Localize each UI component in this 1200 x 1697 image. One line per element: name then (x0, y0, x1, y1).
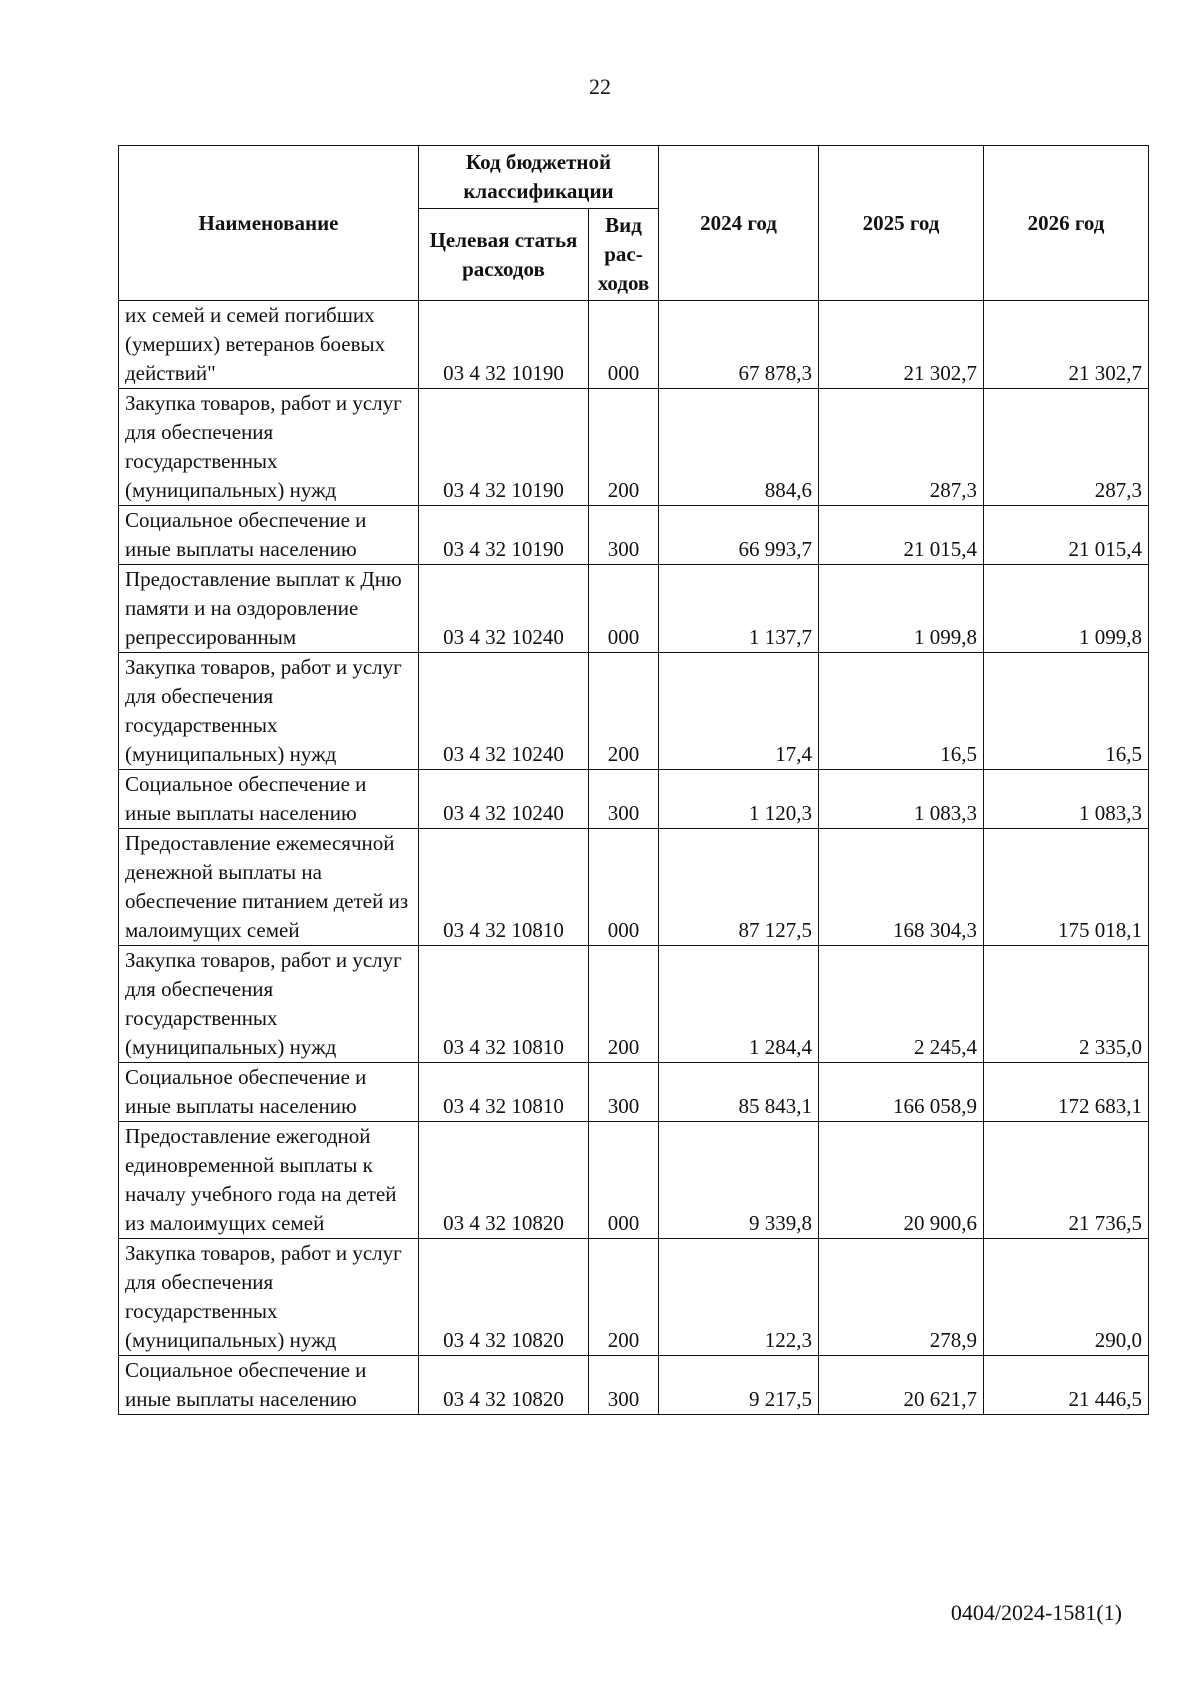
table-row (119, 1356, 1149, 1415)
row-kind: 000 (589, 1122, 659, 1239)
row-value-2026: 21 446,5 (984, 1356, 1149, 1415)
row-kind: 200 (589, 1239, 659, 1356)
row-value-2026: 290,0 (984, 1239, 1149, 1356)
row-name: Социальное обеспечение и иные выплаты населению (119, 1356, 419, 1415)
row-value-2024: 66 993,7 (659, 506, 819, 565)
row-kind: 200 (589, 389, 659, 506)
row-name: Предоставление ежемесячной денежной выплаты на обеспечение питанием детей из малоимущих семей (119, 829, 419, 946)
row-name: их семей и семей погибших (умерших) ветеранов боевых действий" (119, 301, 419, 389)
row-name: Закупка товаров, работ и услуг для обеспечения государственных (муниципальных) нужд (119, 1239, 419, 1356)
row-name: Социальное обеспечение и иные выплаты населению (119, 1063, 419, 1122)
row-kind: 300 (589, 1356, 659, 1415)
table-row (119, 506, 1149, 565)
row-value-2024: 1 284,4 (659, 946, 819, 1063)
row-kind: 000 (589, 301, 659, 389)
header-2026: 2026 год (984, 146, 1149, 301)
row-code: 03 4 32 10820 (419, 1356, 589, 1415)
row-value-2026: 1 083,3 (984, 770, 1149, 829)
row-value-2024: 17,4 (659, 653, 819, 770)
row-code: 03 4 32 10810 (419, 829, 589, 946)
header-name: Наименование (119, 146, 419, 301)
row-name: Закупка товаров, работ и услуг для обеспечения государственных (муниципальных) нужд (119, 653, 419, 770)
row-value-2024: 1 120,3 (659, 770, 819, 829)
row-value-2026: 21 736,5 (984, 1122, 1149, 1239)
table-row (119, 653, 1149, 770)
row-value-2025: 168 304,3 (819, 829, 984, 946)
budget-table (118, 145, 1149, 1415)
row-name: Предоставление ежегодной единовременной выплаты к началу учебного года на детей из малоимущих семей (119, 1122, 419, 1239)
row-value-2025: 21 015,4 (819, 506, 984, 565)
header-code-group: Код бюджетной классификации (419, 146, 659, 209)
row-value-2026: 175 018,1 (984, 829, 1149, 946)
table-row (119, 829, 1149, 946)
row-value-2026: 172 683,1 (984, 1063, 1149, 1122)
row-value-2026: 21 302,7 (984, 301, 1149, 389)
row-value-2025: 287,3 (819, 389, 984, 506)
row-name: Предоставление выплат к Дню памяти и на оздоровление репрессированным (119, 565, 419, 653)
row-code: 03 4 32 10190 (419, 301, 589, 389)
document-number: 0404/2024-1581(1) (950, 1600, 1122, 1625)
row-value-2025: 2 245,4 (819, 946, 984, 1063)
row-value-2024: 122,3 (659, 1239, 819, 1356)
row-value-2024: 87 127,5 (659, 829, 819, 946)
row-value-2024: 85 843,1 (659, 1063, 819, 1122)
row-kind: 300 (589, 506, 659, 565)
table-body (119, 301, 1149, 1415)
table-row (119, 301, 1149, 389)
row-code: 03 4 32 10820 (419, 1239, 589, 1356)
row-name: Закупка товаров, работ и услуг для обеспечения государственных (муниципальных) нужд (119, 946, 419, 1063)
table-row (119, 946, 1149, 1063)
row-code: 03 4 32 10190 (419, 389, 589, 506)
row-value-2024: 67 878,3 (659, 301, 819, 389)
table-row (119, 565, 1149, 653)
row-kind: 000 (589, 565, 659, 653)
row-value-2024: 1 137,7 (659, 565, 819, 653)
row-kind: 200 (589, 653, 659, 770)
row-code: 03 4 32 10240 (419, 770, 589, 829)
row-value-2026: 1 099,8 (984, 565, 1149, 653)
table-row (119, 1239, 1149, 1356)
table-row (119, 1122, 1149, 1239)
row-code: 03 4 32 10190 (419, 506, 589, 565)
row-value-2026: 16,5 (984, 653, 1149, 770)
row-value-2025: 21 302,7 (819, 301, 984, 389)
row-value-2026: 2 335,0 (984, 946, 1149, 1063)
row-name: Социальное обеспечение и иные выплаты населению (119, 770, 419, 829)
row-kind: 000 (589, 829, 659, 946)
row-code: 03 4 32 10240 (419, 653, 589, 770)
row-value-2026: 21 015,4 (984, 506, 1149, 565)
row-kind: 300 (589, 1063, 659, 1122)
row-value-2025: 20 900,6 (819, 1122, 984, 1239)
row-code: 03 4 32 10810 (419, 946, 589, 1063)
row-value-2025: 16,5 (819, 653, 984, 770)
table-row (119, 389, 1149, 506)
row-name: Социальное обеспечение и иные выплаты населению (119, 506, 419, 565)
table-row (119, 770, 1149, 829)
header-target-article: Целевая статья расходов (419, 209, 589, 301)
row-value-2025: 20 621,7 (819, 1356, 984, 1415)
header-2025: 2025 год (819, 146, 984, 301)
header-2024: 2024 год (659, 146, 819, 301)
row-value-2024: 884,6 (659, 389, 819, 506)
row-code: 03 4 32 10810 (419, 1063, 589, 1122)
row-value-2025: 278,9 (819, 1239, 984, 1356)
table-header (119, 146, 1149, 301)
row-value-2026: 287,3 (984, 389, 1149, 506)
page-number: 22 (589, 74, 611, 99)
row-kind: 200 (589, 946, 659, 1063)
table-row (119, 1063, 1149, 1122)
row-value-2025: 166 058,9 (819, 1063, 984, 1122)
row-name: Закупка товаров, работ и услуг для обеспечения государственных (муниципальных) нужд (119, 389, 419, 506)
header-expense-kind: Вид рас-ходов (589, 209, 659, 301)
row-kind: 300 (589, 770, 659, 829)
row-code: 03 4 32 10240 (419, 565, 589, 653)
row-code: 03 4 32 10820 (419, 1122, 589, 1239)
row-value-2025: 1 099,8 (819, 565, 984, 653)
row-value-2024: 9 217,5 (659, 1356, 819, 1415)
row-value-2025: 1 083,3 (819, 770, 984, 829)
row-value-2024: 9 339,8 (659, 1122, 819, 1239)
